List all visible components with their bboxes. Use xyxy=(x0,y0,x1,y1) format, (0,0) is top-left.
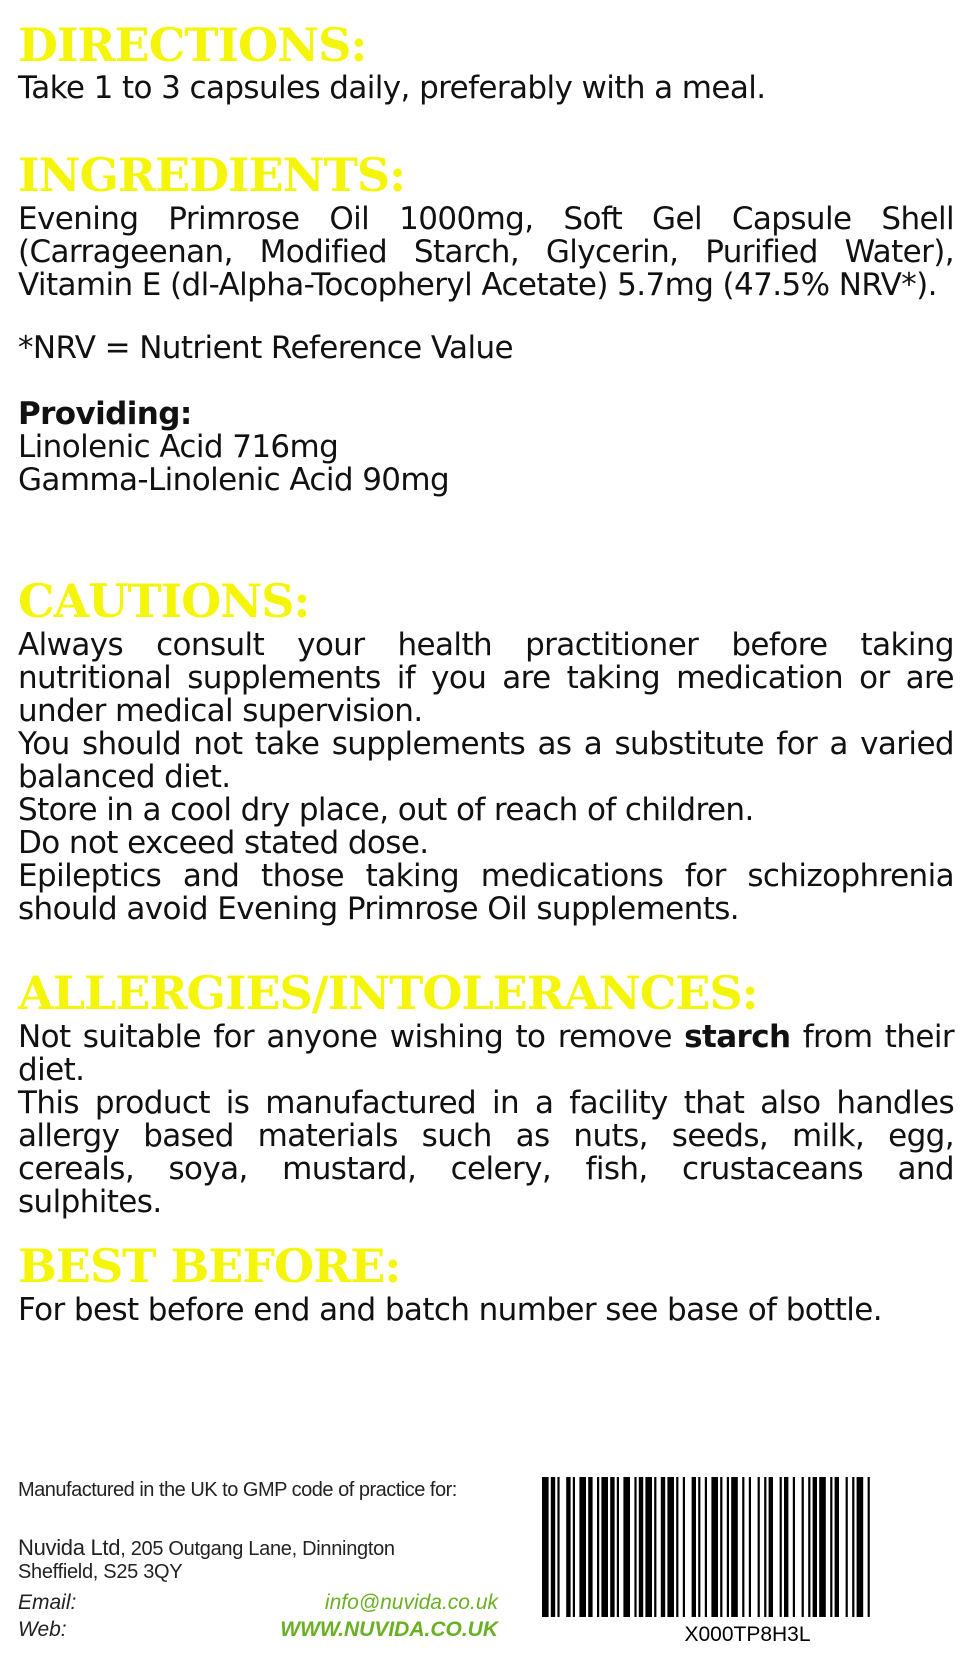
ingredients-text: Evening Primrose Oil 1000mg, Soft Gel Capsule Shell (Carrageenan, Modified Starch, Glycerin, Purified Water), Vitamin E (dl-Alpha-Tocopheryl Acetate) 5.7mg (47.5% NRV*). xyxy=(18,201,954,303)
allergy-text-before: Not suitable for anyone wishing to remove xyxy=(18,1019,685,1055)
providing-label: Providing: xyxy=(18,396,192,432)
barcode-bar xyxy=(597,1477,599,1617)
barcode-bar xyxy=(692,1477,696,1617)
barcode-bars xyxy=(540,1477,955,1622)
barcode-bar xyxy=(731,1477,738,1617)
best-before-text: For best before end and batch number see base of bottle. xyxy=(18,1292,882,1328)
barcode-bar xyxy=(711,1477,718,1617)
barcode-bar xyxy=(579,1477,586,1617)
caution-line: Store in a cool dry place, out of reach of children. xyxy=(18,792,754,828)
web-label: Web: xyxy=(18,1618,67,1641)
providing-item: Gamma-Linolenic Acid 90mg xyxy=(18,462,450,498)
allergy-line: This product is manufactured in a facility that also handles allergy based materials such as nuts, seeds, milk, egg, cereals, soya, mustard, celery, fish, crustaceans and sulphites. xyxy=(18,1085,954,1220)
barcode-bar xyxy=(623,1477,630,1617)
barcode-bar xyxy=(802,1477,804,1617)
company-name: Nuvida Ltd xyxy=(18,1535,121,1560)
address-line1: , 205 Outgang Lane, Dinnington xyxy=(120,1538,395,1560)
company-address xyxy=(18,1535,518,1584)
barcode-bar xyxy=(617,1477,619,1617)
cautions-section xyxy=(18,574,954,927)
footer xyxy=(18,1455,958,1654)
email-row xyxy=(18,1591,498,1619)
barcode-bar xyxy=(758,1477,760,1617)
barcode-bar xyxy=(769,1477,773,1617)
barcode-bar xyxy=(654,1477,656,1617)
barcode-bar xyxy=(784,1477,788,1617)
nrv-note: *NRV = Nutrient Reference Value xyxy=(18,330,513,366)
barcode-bar xyxy=(764,1477,766,1617)
web-link[interactable]: WWW.NUVIDA.CO.UK xyxy=(280,1618,498,1641)
barcode-bar xyxy=(542,1477,549,1617)
directions-heading: DIRECTIONS: xyxy=(18,18,367,72)
barcode-bar xyxy=(868,1477,870,1617)
allergies-section xyxy=(18,966,955,1220)
best-before-section xyxy=(18,1239,954,1328)
manufactured-note: Manufactured in the UK to GMP code of practice for: xyxy=(18,1479,457,1501)
barcode-bar xyxy=(830,1477,832,1617)
barcode-bar xyxy=(573,1477,575,1617)
allergy-line xyxy=(18,1021,954,1087)
barcode-bar xyxy=(610,1477,614,1617)
address-line2: Sheffield, S25 3QY xyxy=(18,1561,183,1583)
barcode-bar xyxy=(551,1477,555,1617)
barcode-bar xyxy=(749,1477,751,1617)
barcode-number: X000TP8H3L xyxy=(684,1623,811,1646)
caution-line: Always consult your health practitioner before taking nutritional supplements if you are taking medication or are under medical supervision. xyxy=(18,627,954,729)
directions-text: Take 1 to 3 capsules daily, preferably with a meal. xyxy=(18,70,766,106)
directions-section xyxy=(18,18,954,106)
providing-item: Linolenic Acid 716mg xyxy=(18,429,339,465)
barcode-bar xyxy=(639,1477,643,1617)
barcode-bar xyxy=(780,1477,782,1617)
cautions-list xyxy=(18,629,954,926)
best-before-heading: BEST BEFORE: xyxy=(18,1239,401,1293)
barcode-bar xyxy=(846,1477,848,1617)
ingredients-section xyxy=(18,148,954,498)
barcode-bar xyxy=(793,1477,795,1617)
barcode-bar xyxy=(634,1477,636,1617)
barcode xyxy=(540,1477,955,1647)
barcode-bar xyxy=(588,1477,592,1617)
barcode-bar xyxy=(742,1477,744,1617)
barcode-bar xyxy=(705,1477,707,1617)
barcode-bar xyxy=(808,1477,810,1617)
ingredients-heading: INGREDIENTS: xyxy=(18,148,406,202)
barcode-bar xyxy=(683,1477,685,1617)
barcode-bar xyxy=(852,1477,854,1617)
barcode-bar xyxy=(835,1477,839,1617)
barcode-bar xyxy=(557,1477,559,1617)
barcode-bar xyxy=(819,1477,826,1617)
barcode-bar xyxy=(645,1477,652,1617)
barcode-bar xyxy=(601,1477,608,1617)
barcode-bar xyxy=(727,1477,729,1617)
barcode-bar xyxy=(698,1477,700,1617)
caution-line: Do not exceed stated dose. xyxy=(18,825,429,861)
barcode-bar xyxy=(661,1477,665,1617)
barcode-bar xyxy=(676,1477,678,1617)
caution-line: You should not take supplements as a substitute for a varied balanced diet. xyxy=(18,726,954,795)
barcode-bar xyxy=(813,1477,817,1617)
barcode-bar xyxy=(667,1477,674,1617)
cautions-heading: CAUTIONS: xyxy=(18,574,310,628)
web-row xyxy=(18,1618,498,1646)
email-label: Email: xyxy=(18,1591,77,1614)
caution-line: Epileptics and those taking medications for schizophrenia should avoid Evening Primrose Oil supplements. xyxy=(18,858,954,927)
barcode-bar xyxy=(566,1477,570,1617)
barcode-bar xyxy=(857,1477,864,1617)
allergies-text xyxy=(18,1021,954,1219)
email-link[interactable]: info@nuvida.co.uk xyxy=(324,1591,498,1614)
allergies-heading: ALLERGIES/INTOLERANCES: xyxy=(18,966,758,1020)
barcode-bar xyxy=(720,1477,722,1617)
allergy-starch: starch xyxy=(684,1019,791,1055)
allergy-text-after: from their diet. xyxy=(18,1019,955,1088)
